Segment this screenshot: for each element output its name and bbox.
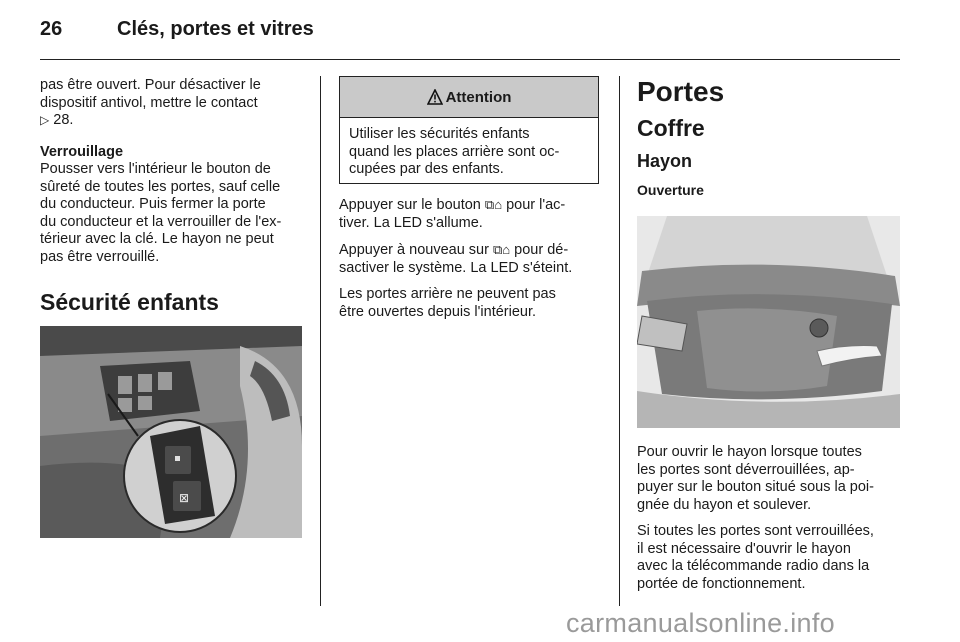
arrow-right-icon: ▷: [40, 113, 50, 127]
deactivate-paragraph: Appuyer à nouveau sur ⧉⌂ pour dé- sactiver le système. La LED s'éteint.: [339, 242, 573, 276]
column-right-text: [637, 444, 905, 602]
intro-paragraph: pas être ouvert. Pour désactiver le dispositif antivol, mettre le contact ▷ 28.: [40, 77, 261, 128]
header-rule: [40, 59, 900, 60]
attention-text: Utiliser les sécurités enfants quand les places arrière sont oc- cupées par des enfants.: [349, 126, 560, 177]
coffre-heading: Coffre: [637, 115, 705, 141]
svg-text:⊠: ⊠: [179, 491, 190, 505]
column-divider-2: [619, 76, 620, 606]
column-right: [637, 75, 902, 199]
rear-doors-paragraph: Les portes arrière ne peuvent pas être ouvertes depuis l'intérieur.: [339, 286, 556, 320]
child-safety-heading: Sécurité enfants: [40, 289, 219, 315]
attention-header: Attention: [340, 77, 598, 118]
lock-heading: Verrouillage: [40, 143, 124, 160]
tailgate-illustration: [637, 216, 900, 428]
door-switch-illustration: [40, 326, 302, 538]
column-divider-1: [320, 76, 321, 606]
column-middle: [339, 196, 604, 330]
page-title: Clés, portes et vitres: [117, 18, 314, 40]
ouverture-heading: Ouverture: [637, 182, 704, 198]
locked-paragraph: Si toutes les portes sont verrouillées, il est nécessaire d'ouvrir le hayon avec la télécommande radio dans la portée de fonctionnement.: [637, 523, 874, 592]
page-number: 26: [40, 18, 63, 40]
open-paragraph: Pour ouvrir le hayon lorsque toutes les portes sont déverrouillées, ap- puyer sur le bouton situé sous la poi- gnée du hayon et soulever.: [637, 444, 874, 513]
portes-heading: Portes: [637, 76, 725, 107]
watermark: carmanualsonline.info: [566, 608, 835, 638]
column-left: [40, 77, 305, 317]
child-lock-icon: ⧉⌂: [492, 242, 511, 257]
warning-triangle-icon: [427, 89, 443, 105]
hayon-heading: Hayon: [637, 151, 693, 171]
child-lock-icon: ⧉⌂: [484, 197, 503, 212]
lock-paragraph: Pousser vers l'intérieur le bouton de sûreté de toutes les portes, sauf celle du conducteur. Puis fermer la porte du conducteur et la verrouiller de l'ex- térieur avec la clé. Le hayon ne peut pas être verrouillé.: [40, 161, 282, 265]
activate-paragraph: Appuyer sur le bouton ⧉⌂ pour l'ac- tiver. La LED s'allume.: [339, 197, 566, 231]
attention-box: [339, 76, 599, 184]
page-reference-link[interactable]: 28.: [53, 112, 74, 128]
